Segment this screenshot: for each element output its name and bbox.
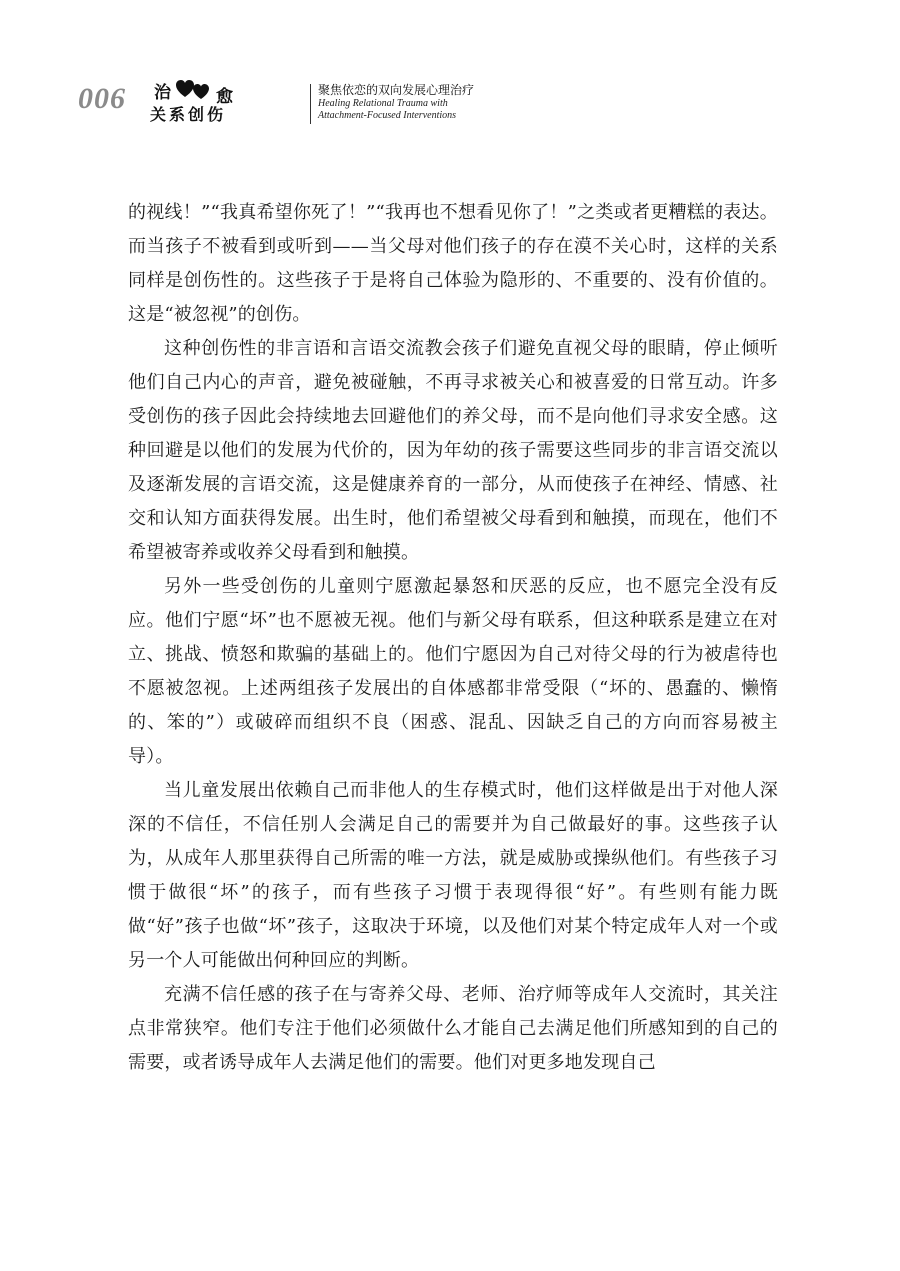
- logo-title-line-2: 关系创伤: [150, 105, 227, 124]
- paragraph-2: 这种创伤性的非言语和言语交流教会孩子们避免直视父母的眼睛，停止倾听他们自己内心的声音，避免被碰触，不再寻求被关心和被喜爱的日常互动。许多受创伤的孩子因此会持续地去回避他们的养父母，而不是向他们寻求安全感。这种回避是以他们的发展为代价的，因为年幼的孩子需要这些同步的非言语交流以及逐渐发展的言语交流，这是健康养育的一部分，从而使孩子在神经、情感、社交和认知方面获得发展。出生时，他们希望被父母看到和触摸，而现在，他们不希望被寄养或收养父母看到和触摸。: [128, 338, 778, 563]
- subtitle-english-line-2: Attachment-Focused Interventions: [318, 110, 457, 121]
- logo-char-1: 治: [154, 83, 171, 103]
- logo-char-2: 愈: [216, 87, 233, 107]
- book-subtitle: [318, 82, 474, 122]
- running-header: [78, 78, 678, 128]
- book-title-logo: [150, 78, 304, 126]
- paragraph-3: 另外一些受创伤的儿童则宁愿激起暴怒和厌恶的反应，也不愿完全没有反应。他们宁愿“坏”也不愿被无视。他们与新父母有联系，但这种联系是建立在对立、挑战、愤怒和欺骗的基础上的。他们宁愿因为自己对待父母的行为被虐待也不愿被忽视。上述两组孩子发展出的自体感都非常受限（“坏的、愚蠢的、懒惰的、笨的”）或破碎而组织不良（困惑、混乱、因缺乏自己的方向而容易被主导）。: [128, 576, 778, 767]
- header-divider: [310, 84, 311, 124]
- body-text: [128, 196, 778, 1080]
- page-number: 006: [78, 82, 126, 115]
- hearts-icon: [176, 80, 212, 100]
- paragraph-4: 当儿童发展出依赖自己而非他人的生存模式时，他们这样做是出于对他人深深的不信任，不信任别人会满足自己的需要并为自己做最好的事。这些孩子认为，从成年人那里获得自己所需的唯一方法，就是威胁或操纵他们。有些孩子习惯于做很“坏”的孩子，而有些孩子习惯于表现得很“好”。有些则有能力既做“好”孩子也做“坏”孩子，这取决于环境，以及他们对某个特定成年人对一个或另一个人可能做出何种回应的判断。: [128, 780, 778, 971]
- paragraph-1: 的视线！”“我真希望你死了！”“我再也不想看见你了！”之类或者更糟糕的表达。而当孩子不被看到或听到——当父母对他们孩子的存在漠不关心时，这样的关系同样是创伤性的。这些孩子于是将自己体验为隐形的、不重要的、没有价值的。这是“被忽视”的创伤。: [128, 202, 778, 325]
- subtitle-english-line-1: Healing Relational Trauma with: [318, 98, 448, 109]
- subtitle-chinese: 聚焦依恋的双向发展心理治疗: [318, 83, 475, 97]
- paragraph-5: 充满不信任感的孩子在与寄养父母、老师、治疗师等成年人交流时，其关注点非常狭窄。他们专注于他们必须做什么才能自己去满足他们所感知到的自己的需要，或者诱导成年人去满足他们的需要。他们对更多地发现自己: [128, 984, 778, 1073]
